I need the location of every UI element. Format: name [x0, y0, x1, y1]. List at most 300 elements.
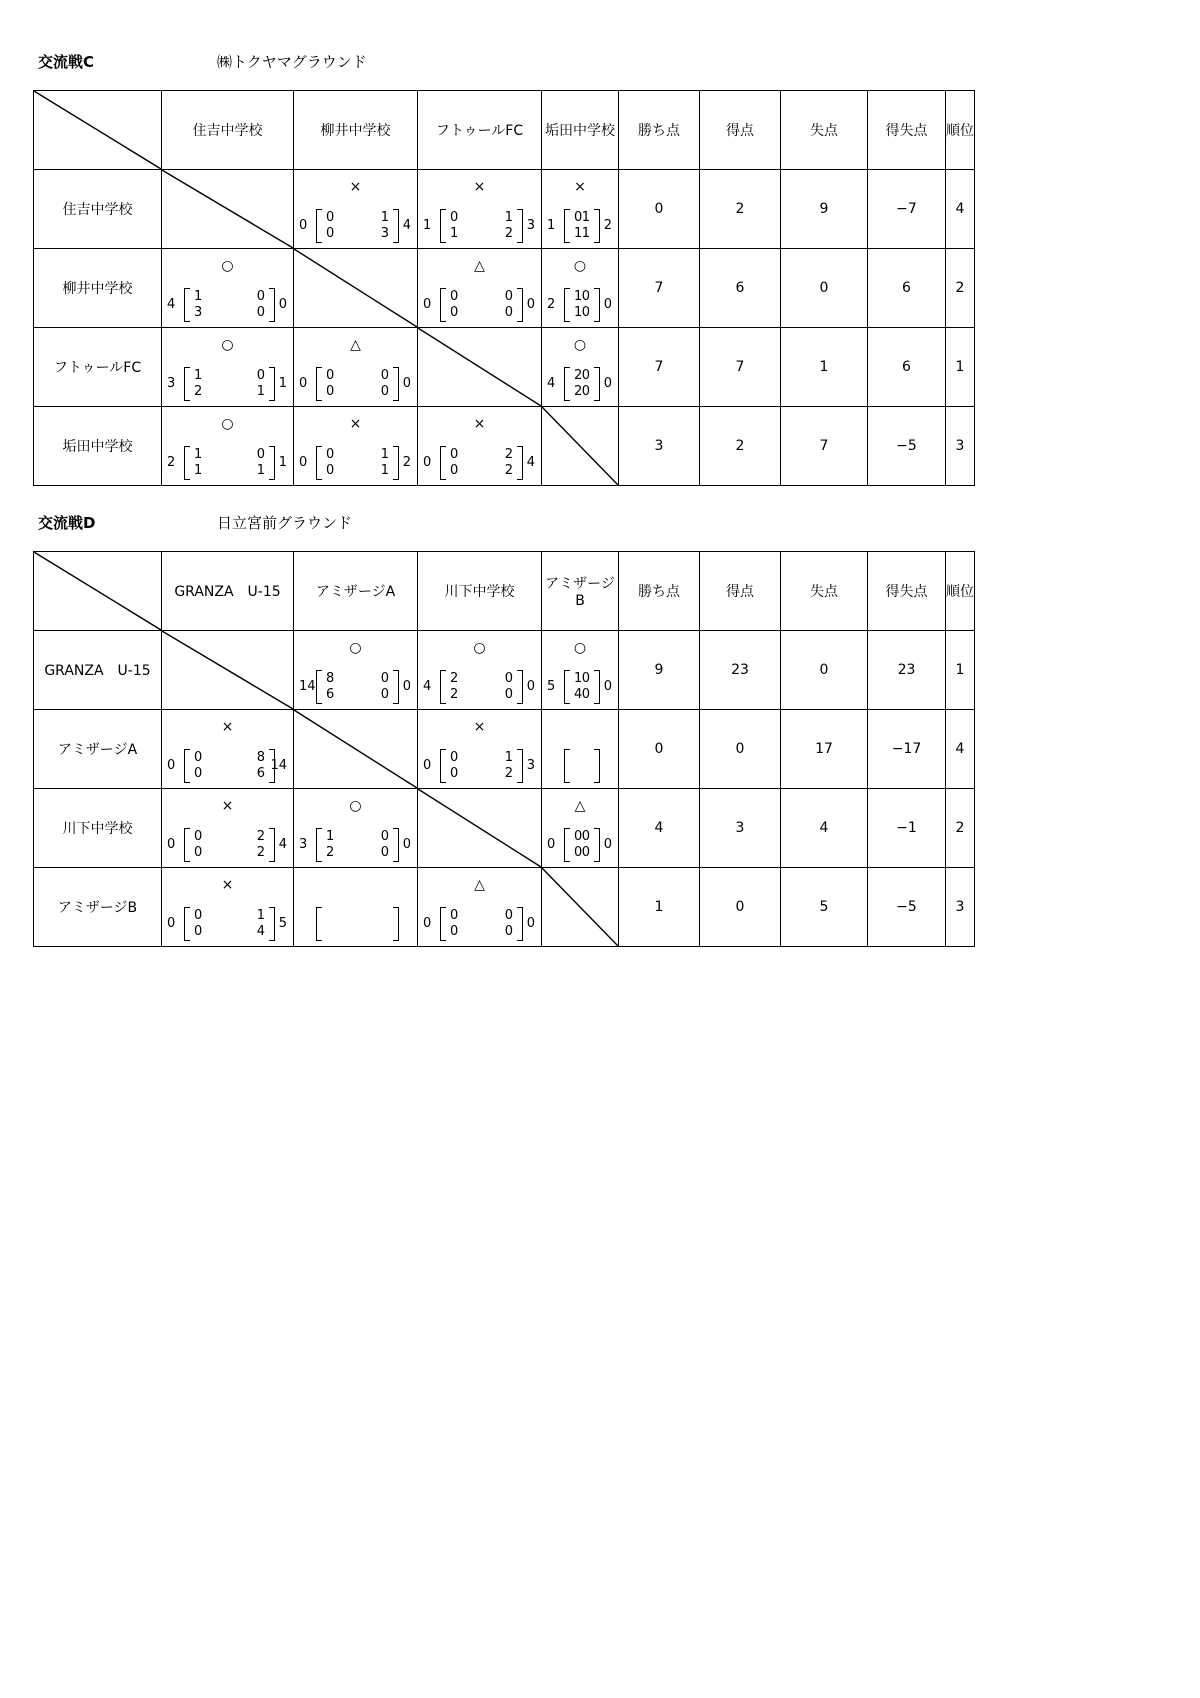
second-half-home: 2 — [450, 687, 459, 702]
match-result-cell — [418, 631, 542, 710]
score-total-away: 4 — [278, 837, 287, 852]
match-result-cell — [542, 631, 619, 710]
second-half-away: 0 — [380, 384, 389, 399]
left-bracket — [184, 446, 190, 480]
first-half-away: 2 — [504, 447, 513, 462]
team-row — [34, 328, 975, 407]
match-result-cell — [294, 328, 418, 407]
goals-against-value: 5 — [781, 868, 868, 947]
first-half-away: 0 — [504, 908, 513, 923]
goal-difference-value: −7 — [868, 170, 946, 249]
score-total-away: 1 — [278, 376, 287, 391]
score-total-home: 0 — [423, 916, 432, 931]
second-half-away: 1 — [256, 463, 265, 478]
result-symbol: ○ — [349, 798, 362, 814]
self-match-cell — [418, 789, 542, 868]
match-result-cell — [294, 170, 418, 249]
self-match-diagonal — [294, 249, 417, 327]
team-row — [34, 407, 975, 486]
half-scores — [324, 907, 391, 941]
section-d-title: 交流戦D — [38, 514, 96, 532]
rank-value: 3 — [946, 407, 975, 486]
right-bracket — [393, 670, 399, 704]
score-total-away: 0 — [603, 679, 612, 694]
match-result-cell — [162, 249, 294, 328]
score-total-home: 5 — [547, 679, 556, 694]
second-half-away: 6 — [256, 766, 265, 781]
column-header: 得失点 — [868, 552, 946, 631]
self-match-diagonal — [162, 170, 293, 248]
score-total-home: 0 — [299, 455, 308, 470]
first-half-home: 0 — [450, 750, 459, 765]
match-result-cell — [542, 249, 619, 328]
second-half-away: 0 — [380, 845, 389, 860]
second-half-home: 0 — [194, 845, 203, 860]
second-half-away: 0 — [504, 305, 513, 320]
first-half-home: 0 — [450, 289, 459, 304]
right-bracket — [269, 367, 275, 401]
goals-against-value: 7 — [781, 407, 868, 486]
second-half-away: 1 — [380, 463, 389, 478]
right-bracket — [594, 209, 600, 243]
second-half-away: 2 — [504, 766, 513, 781]
second-half-home: 3 — [194, 305, 203, 320]
right-bracket — [594, 670, 600, 704]
score-total-home: 0 — [423, 455, 432, 470]
score-total-away: 0 — [526, 916, 535, 931]
corner-diagonal — [34, 91, 161, 169]
score-total-away: 0 — [402, 679, 411, 694]
left-bracket — [564, 288, 570, 322]
goal-difference-value: −1 — [868, 789, 946, 868]
goals-for-value: 6 — [700, 249, 781, 328]
score-total-away: 0 — [402, 837, 411, 852]
first-half-home: 0 — [326, 368, 335, 383]
rank-value: 2 — [946, 789, 975, 868]
half-scores — [572, 288, 592, 322]
team-row — [34, 631, 975, 710]
column-header: 得点 — [700, 552, 781, 631]
team-name: アミザージA — [34, 710, 162, 789]
score-total-home: 2 — [167, 455, 176, 470]
second-half-home: 0 — [194, 766, 203, 781]
right-bracket — [517, 749, 523, 783]
half-scores — [448, 446, 515, 480]
score-total-home: 0 — [167, 758, 176, 773]
first-half-home: 8 — [326, 671, 335, 686]
second-half-away: 0 — [581, 845, 590, 860]
second-half-home: 0 — [326, 463, 335, 478]
column-header: GRANZA U-15 — [162, 552, 294, 631]
result-symbol: × — [473, 719, 486, 735]
self-match-diagonal — [162, 631, 293, 709]
goal-difference-value: 23 — [868, 631, 946, 710]
right-bracket — [393, 367, 399, 401]
second-half-home: 1 — [194, 463, 203, 478]
half-scores — [448, 907, 515, 941]
left-bracket — [440, 288, 446, 322]
self-match-diagonal — [418, 328, 541, 406]
goals-for-value: 2 — [700, 170, 781, 249]
result-symbol: ○ — [349, 640, 362, 656]
self-match-cell — [294, 249, 418, 328]
first-half-home: 2 — [574, 368, 583, 383]
first-half-home: 1 — [194, 447, 203, 462]
score-total-away: 0 — [603, 837, 612, 852]
score-total-home: 14 — [299, 679, 316, 694]
half-scores — [324, 209, 391, 243]
column-header: フトゥールFC — [418, 91, 542, 170]
goals-against-value: 0 — [781, 249, 868, 328]
first-half-away: 0 — [504, 671, 513, 686]
match-result-cell — [294, 868, 418, 947]
second-half-away: 2 — [256, 845, 265, 860]
second-half-home: 2 — [574, 384, 583, 399]
score-total-home: 0 — [423, 297, 432, 312]
goals-for-value: 3 — [700, 789, 781, 868]
first-half-home: 0 — [194, 829, 203, 844]
half-scores — [324, 367, 391, 401]
points-value: 0 — [619, 170, 700, 249]
result-symbol: △ — [574, 798, 586, 814]
half-scores — [448, 288, 515, 322]
match-result-cell — [542, 170, 619, 249]
half-scores — [192, 749, 267, 783]
first-half-away: 0 — [581, 671, 590, 686]
left-bracket — [316, 209, 322, 243]
score-total-home: 3 — [299, 837, 308, 852]
goals-for-value: 7 — [700, 328, 781, 407]
match-result-cell — [542, 328, 619, 407]
self-match-cell — [294, 710, 418, 789]
second-half-away: 4 — [256, 924, 265, 939]
half-scores — [192, 288, 267, 322]
first-half-home: 0 — [574, 210, 583, 225]
score-total-home: 4 — [423, 679, 432, 694]
left-bracket — [440, 209, 446, 243]
result-symbol: × — [221, 798, 234, 814]
match-result-cell — [162, 407, 294, 486]
half-scores — [572, 367, 592, 401]
points-value: 1 — [619, 868, 700, 947]
section-c-venue: ㈱トクヤマグラウンド — [217, 53, 367, 71]
half-scores — [324, 670, 391, 704]
goals-for-value: 23 — [700, 631, 781, 710]
score-total-home: 1 — [423, 218, 432, 233]
goal-difference-value: −5 — [868, 868, 946, 947]
result-symbol: × — [349, 179, 362, 195]
team-name: 川下中学校 — [34, 789, 162, 868]
section-c-title: 交流戦C — [38, 53, 95, 71]
second-half-away: 2 — [504, 463, 513, 478]
score-total-away: 2 — [603, 218, 612, 233]
self-match-diagonal — [542, 407, 618, 485]
points-value: 7 — [619, 328, 700, 407]
first-half-away: 0 — [581, 829, 590, 844]
half-scores — [324, 828, 391, 862]
second-half-home: 4 — [574, 687, 583, 702]
column-header: 得点 — [700, 91, 781, 170]
result-symbol: × — [574, 179, 586, 195]
team-name: フトゥールFC — [34, 328, 162, 407]
first-half-home: 0 — [326, 210, 335, 225]
team-name: アミザージB — [34, 868, 162, 947]
goals-against-value: 1 — [781, 328, 868, 407]
points-value: 3 — [619, 407, 700, 486]
left-bracket — [184, 288, 190, 322]
first-half-home: 0 — [574, 829, 583, 844]
score-total-home: 1 — [547, 218, 556, 233]
column-header: 失点 — [781, 91, 868, 170]
second-half-home: 0 — [574, 845, 583, 860]
team-row — [34, 249, 975, 328]
rank-value: 4 — [946, 170, 975, 249]
first-half-home: 2 — [450, 671, 459, 686]
goal-difference-value: 6 — [868, 249, 946, 328]
second-half-home: 6 — [326, 687, 335, 702]
goal-difference-value: −17 — [868, 710, 946, 789]
left-bracket — [564, 367, 570, 401]
first-half-home: 1 — [326, 829, 335, 844]
score-total-home: 0 — [299, 376, 308, 391]
column-header: 勝ち点 — [619, 552, 700, 631]
first-half-away: 1 — [256, 908, 265, 923]
half-scores — [192, 367, 267, 401]
left-bracket — [184, 749, 190, 783]
column-header: 勝ち点 — [619, 91, 700, 170]
team-row — [34, 170, 975, 249]
points-value: 9 — [619, 631, 700, 710]
right-bracket — [594, 828, 600, 862]
column-header: 失点 — [781, 552, 868, 631]
first-half-away: 8 — [256, 750, 265, 765]
team-name: 垢田中学校 — [34, 407, 162, 486]
first-half-home: 1 — [194, 368, 203, 383]
match-result-cell — [418, 868, 542, 947]
score-total-away: 4 — [526, 455, 535, 470]
self-match-cell — [542, 407, 619, 486]
first-half-home: 0 — [450, 447, 459, 462]
left-bracket — [564, 828, 570, 862]
first-half-home: 1 — [194, 289, 203, 304]
goal-difference-value: 6 — [868, 328, 946, 407]
score-total-away: 0 — [526, 679, 535, 694]
goals-against-value: 17 — [781, 710, 868, 789]
half-scores — [192, 907, 267, 941]
right-bracket — [594, 749, 600, 783]
league-table-c — [33, 90, 975, 486]
self-match-cell — [162, 631, 294, 710]
half-scores — [192, 828, 267, 862]
match-result-cell — [418, 170, 542, 249]
result-symbol: × — [473, 179, 486, 195]
result-symbol: × — [221, 877, 234, 893]
left-bracket — [184, 367, 190, 401]
second-half-home: 0 — [450, 924, 459, 939]
right-bracket — [269, 288, 275, 322]
second-half-home: 2 — [194, 384, 203, 399]
half-scores — [448, 670, 515, 704]
points-value: 0 — [619, 710, 700, 789]
goal-difference-value: −5 — [868, 407, 946, 486]
goals-for-value: 2 — [700, 407, 781, 486]
second-half-away: 2 — [504, 226, 513, 241]
second-half-away: 3 — [380, 226, 389, 241]
header-row — [34, 552, 975, 631]
first-half-away: 0 — [504, 289, 513, 304]
score-total-away: 0 — [278, 297, 287, 312]
result-symbol: × — [221, 719, 234, 735]
result-symbol: △ — [474, 877, 485, 893]
score-total-home: 0 — [547, 837, 556, 852]
result-symbol: × — [473, 416, 486, 432]
left-bracket — [440, 749, 446, 783]
first-half-away: 0 — [256, 289, 265, 304]
score-total-home: 4 — [167, 297, 176, 312]
self-match-cell — [542, 868, 619, 947]
first-half-home: 0 — [450, 210, 459, 225]
points-value: 7 — [619, 249, 700, 328]
match-result-cell — [418, 710, 542, 789]
goals-for-value: 0 — [700, 868, 781, 947]
first-half-home: 0 — [194, 908, 203, 923]
first-half-away: 1 — [380, 210, 389, 225]
team-row — [34, 710, 975, 789]
corner-cell — [34, 91, 162, 170]
match-result-cell — [294, 631, 418, 710]
left-bracket — [440, 670, 446, 704]
left-bracket — [440, 446, 446, 480]
second-half-home: 0 — [326, 384, 335, 399]
second-half-away: 1 — [581, 226, 590, 241]
rank-value: 2 — [946, 249, 975, 328]
column-header: アミザージA — [294, 552, 418, 631]
second-half-away: 0 — [581, 305, 590, 320]
half-scores — [448, 749, 515, 783]
self-match-cell — [162, 170, 294, 249]
match-result-cell — [418, 249, 542, 328]
section-d-venue: 日立宮前グラウンド — [217, 514, 353, 532]
right-bracket — [517, 907, 523, 941]
first-half-away: 0 — [581, 368, 590, 383]
self-match-diagonal — [294, 710, 417, 788]
left-bracket — [316, 828, 322, 862]
score-total-away: 3 — [526, 218, 535, 233]
points-value: 4 — [619, 789, 700, 868]
rank-value: 3 — [946, 868, 975, 947]
left-bracket — [184, 907, 190, 941]
score-total-away: 0 — [402, 376, 411, 391]
second-half-away: 0 — [380, 687, 389, 702]
column-header: 柳井中学校 — [294, 91, 418, 170]
first-half-home: 0 — [450, 908, 459, 923]
corner-cell — [34, 552, 162, 631]
column-header: 垢田中学校 — [542, 91, 619, 170]
match-result-cell — [162, 328, 294, 407]
first-half-away: 0 — [581, 289, 590, 304]
first-half-away: 0 — [380, 671, 389, 686]
first-half-away: 2 — [256, 829, 265, 844]
result-symbol: △ — [474, 258, 485, 274]
right-bracket — [393, 209, 399, 243]
left-bracket — [316, 907, 322, 941]
column-header: 住吉中学校 — [162, 91, 294, 170]
score-total-home: 0 — [167, 837, 176, 852]
second-half-away: 0 — [504, 924, 513, 939]
score-total-away: 1 — [278, 455, 287, 470]
team-name: GRANZA U-15 — [34, 631, 162, 710]
column-header: 順位 — [946, 91, 975, 170]
right-bracket — [269, 828, 275, 862]
second-half-away: 1 — [256, 384, 265, 399]
match-result-cell — [294, 407, 418, 486]
score-total-home: 4 — [547, 376, 556, 391]
goals-against-value: 9 — [781, 170, 868, 249]
team-row — [34, 789, 975, 868]
first-half-away: 1 — [380, 447, 389, 462]
second-half-away: 0 — [581, 687, 590, 702]
goals-for-value: 0 — [700, 710, 781, 789]
score-total-away: 0 — [603, 376, 612, 391]
right-bracket — [517, 670, 523, 704]
left-bracket — [184, 828, 190, 862]
goals-against-value: 4 — [781, 789, 868, 868]
first-half-home: 1 — [574, 289, 583, 304]
right-bracket — [517, 288, 523, 322]
left-bracket — [316, 670, 322, 704]
score-total-home: 2 — [547, 297, 556, 312]
score-total-away: 14 — [270, 758, 287, 773]
right-bracket — [517, 446, 523, 480]
left-bracket — [564, 749, 570, 783]
column-header: 順位 — [946, 552, 975, 631]
self-match-diagonal — [418, 789, 541, 867]
score-total-away: 2 — [402, 455, 411, 470]
first-half-home: 0 — [326, 447, 335, 462]
left-bracket — [316, 367, 322, 401]
second-half-home: 1 — [450, 226, 459, 241]
first-half-away: 0 — [256, 368, 265, 383]
league-table-d — [33, 551, 975, 947]
goals-against-value: 0 — [781, 631, 868, 710]
result-symbol: △ — [350, 337, 361, 353]
right-bracket — [269, 907, 275, 941]
rank-value: 1 — [946, 631, 975, 710]
second-half-home: 0 — [450, 766, 459, 781]
match-result-cell — [162, 710, 294, 789]
score-total-home: 0 — [167, 916, 176, 931]
score-total-away: 5 — [278, 916, 287, 931]
right-bracket — [393, 446, 399, 480]
half-scores — [448, 209, 515, 243]
match-result-cell — [294, 789, 418, 868]
left-bracket — [440, 907, 446, 941]
score-total-away: 3 — [526, 758, 535, 773]
first-half-away: 0 — [380, 368, 389, 383]
first-half-away: 1 — [504, 750, 513, 765]
half-scores — [572, 670, 592, 704]
match-result-cell — [418, 407, 542, 486]
right-bracket — [594, 367, 600, 401]
team-name: 住吉中学校 — [34, 170, 162, 249]
result-symbol: ○ — [221, 258, 234, 274]
rank-value: 1 — [946, 328, 975, 407]
half-scores — [324, 446, 391, 480]
half-scores — [192, 446, 267, 480]
second-half-away: 0 — [256, 305, 265, 320]
right-bracket — [269, 446, 275, 480]
second-half-home: 1 — [574, 305, 583, 320]
